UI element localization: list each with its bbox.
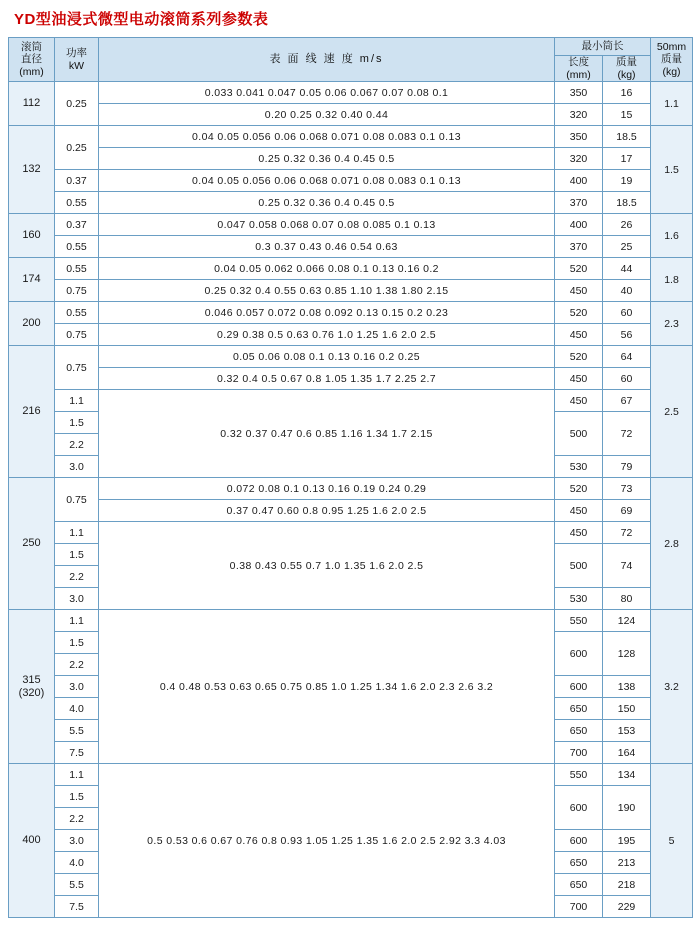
cell-length: 350 <box>555 82 603 104</box>
cell-length: 520 <box>555 346 603 368</box>
cell-mass: 150 <box>603 698 651 720</box>
cell-50mm-mass: 2.8 <box>651 478 693 610</box>
cell-length: 600 <box>555 632 603 676</box>
cell-power: 1.5 <box>55 786 99 808</box>
cell-power: 0.75 <box>55 324 99 346</box>
cell-length: 650 <box>555 852 603 874</box>
cell-surface-speed: 0.4 0.48 0.53 0.63 0.65 0.75 0.85 1.0 1.25 1.34 1.6 2.0 2.3 2.6 3.2 <box>99 610 555 764</box>
cell-surface-speed: 0.04 0.05 0.056 0.06 0.068 0.071 0.08 0.083 0.1 0.13 <box>99 126 555 148</box>
table-row <box>9 478 693 500</box>
diameter-line: 315 <box>22 673 41 686</box>
cell-power: 4.0 <box>55 852 99 874</box>
cell-power: 0.55 <box>55 192 99 214</box>
cell-length: 320 <box>555 104 603 126</box>
cell-length: 700 <box>555 742 603 764</box>
cell-mass: 19 <box>603 170 651 192</box>
cell-diameter: 160 <box>9 214 55 258</box>
table-row <box>9 258 693 280</box>
cell-mass: 134 <box>603 764 651 786</box>
cell-power: 1.1 <box>55 610 99 632</box>
cell-diameter: 132 <box>9 126 55 214</box>
cell-surface-speed: 0.046 0.057 0.072 0.08 0.092 0.13 0.15 0.2 0.23 <box>99 302 555 324</box>
cell-length: 370 <box>555 236 603 258</box>
cell-power: 0.55 <box>55 302 99 324</box>
cell-length: 450 <box>555 500 603 522</box>
table-row <box>9 148 693 170</box>
cell-power: 0.37 <box>55 214 99 236</box>
cell-diameter: 400 <box>9 764 55 918</box>
cell-surface-speed: 0.38 0.43 0.55 0.7 1.0 1.35 1.6 2.0 2.5 <box>99 522 555 610</box>
table-row <box>9 500 693 522</box>
table-row <box>9 236 693 258</box>
cell-length: 650 <box>555 698 603 720</box>
cell-50mm-mass: 1.1 <box>651 82 693 126</box>
table-row <box>9 764 693 786</box>
cell-power: 3.0 <box>55 830 99 852</box>
table-row <box>9 368 693 390</box>
cell-length: 450 <box>555 280 603 302</box>
cell-power: 0.25 <box>55 82 99 126</box>
cell-length: 450 <box>555 324 603 346</box>
cell-diameter: 216 <box>9 346 55 478</box>
cell-length: 370 <box>555 192 603 214</box>
cell-power: 0.55 <box>55 258 99 280</box>
cell-mass: 79 <box>603 456 651 478</box>
cell-length: 700 <box>555 896 603 918</box>
cell-length: 520 <box>555 478 603 500</box>
cell-mass: 18.5 <box>603 126 651 148</box>
col-header-speed: 表 面 线 速 度 m/s <box>99 38 555 82</box>
col-header-length: 长度 (mm) <box>555 56 603 82</box>
cell-length: 530 <box>555 588 603 610</box>
cell-mass: 153 <box>603 720 651 742</box>
cell-surface-speed: 0.25 0.32 0.36 0.4 0.45 0.5 <box>99 148 555 170</box>
cell-surface-speed: 0.047 0.058 0.068 0.07 0.08 0.085 0.1 0.13 <box>99 214 555 236</box>
cell-length: 550 <box>555 610 603 632</box>
table-row <box>9 214 693 236</box>
cell-length: 450 <box>555 522 603 544</box>
table-row <box>9 126 693 148</box>
cell-surface-speed: 0.32 0.4 0.5 0.67 0.8 1.05 1.35 1.7 2.25 2.7 <box>99 368 555 390</box>
cell-50mm-mass: 2.3 <box>651 302 693 346</box>
cell-diameter: 174 <box>9 258 55 302</box>
col-header-50mm-mass: 50mm 质量 (kg) <box>651 38 693 82</box>
cell-mass: 25 <box>603 236 651 258</box>
cell-power: 2.2 <box>55 434 99 456</box>
cell-mass: 218 <box>603 874 651 896</box>
spec-table <box>8 37 693 918</box>
col-header-mass: 质量 (kg) <box>603 56 651 82</box>
col-header-min-barrel: 最小筒长 <box>555 38 651 56</box>
cell-power: 7.5 <box>55 742 99 764</box>
table-row <box>9 82 693 104</box>
cell-mass: 74 <box>603 544 651 588</box>
cell-length: 600 <box>555 676 603 698</box>
cell-surface-speed: 0.25 0.32 0.36 0.4 0.45 0.5 <box>99 192 555 214</box>
cell-mass: 15 <box>603 104 651 126</box>
cell-50mm-mass: 1.6 <box>651 214 693 258</box>
cell-50mm-mass: 2.5 <box>651 346 693 478</box>
cell-power: 4.0 <box>55 698 99 720</box>
cell-50mm-mass: 3.2 <box>651 610 693 764</box>
cell-surface-speed: 0.072 0.08 0.1 0.13 0.16 0.19 0.24 0.29 <box>99 478 555 500</box>
cell-mass: 124 <box>603 610 651 632</box>
cell-mass: 213 <box>603 852 651 874</box>
cell-mass: 190 <box>603 786 651 830</box>
cell-length: 450 <box>555 390 603 412</box>
cell-length: 350 <box>555 126 603 148</box>
cell-mass: 195 <box>603 830 651 852</box>
table-head <box>9 38 693 82</box>
table-row <box>9 170 693 192</box>
cell-power: 1.5 <box>55 544 99 566</box>
cell-power: 1.1 <box>55 390 99 412</box>
cell-length: 320 <box>555 148 603 170</box>
table-row <box>9 390 693 412</box>
cell-mass: 60 <box>603 368 651 390</box>
cell-surface-speed: 0.32 0.37 0.47 0.6 0.85 1.16 1.34 1.7 2.15 <box>99 390 555 478</box>
cell-diameter: 112 <box>9 82 55 126</box>
cell-mass: 138 <box>603 676 651 698</box>
cell-mass: 72 <box>603 412 651 456</box>
cell-length: 600 <box>555 786 603 830</box>
cell-power: 2.2 <box>55 654 99 676</box>
cell-power: 0.55 <box>55 236 99 258</box>
cell-surface-speed: 0.04 0.05 0.062 0.066 0.08 0.1 0.13 0.16 0.2 <box>99 258 555 280</box>
cell-50mm-mass: 1.8 <box>651 258 693 302</box>
cell-mass: 17 <box>603 148 651 170</box>
cell-mass: 229 <box>603 896 651 918</box>
cell-power: 2.2 <box>55 808 99 830</box>
cell-mass: 40 <box>603 280 651 302</box>
cell-length: 400 <box>555 170 603 192</box>
cell-power: 2.2 <box>55 566 99 588</box>
cell-mass: 16 <box>603 82 651 104</box>
cell-power: 1.5 <box>55 632 99 654</box>
cell-mass: 64 <box>603 346 651 368</box>
cell-power: 0.25 <box>55 126 99 170</box>
cell-mass: 72 <box>603 522 651 544</box>
table-row <box>9 302 693 324</box>
cell-length: 450 <box>555 368 603 390</box>
cell-mass: 69 <box>603 500 651 522</box>
cell-power: 1.5 <box>55 412 99 434</box>
cell-length: 500 <box>555 412 603 456</box>
cell-power: 3.0 <box>55 588 99 610</box>
cell-mass: 73 <box>603 478 651 500</box>
cell-surface-speed: 0.37 0.47 0.60 0.8 0.95 1.25 1.6 2.0 2.5 <box>99 500 555 522</box>
cell-mass: 44 <box>603 258 651 280</box>
cell-power: 1.1 <box>55 522 99 544</box>
cell-length: 550 <box>555 764 603 786</box>
cell-mass: 18.5 <box>603 192 651 214</box>
cell-surface-speed: 0.20 0.25 0.32 0.40 0.44 <box>99 104 555 126</box>
cell-length: 520 <box>555 258 603 280</box>
cell-power: 3.0 <box>55 456 99 478</box>
page-title: YD型油浸式微型电动滚筒系列参数表 <box>14 11 269 28</box>
cell-power: 5.5 <box>55 874 99 896</box>
cell-length: 530 <box>555 456 603 478</box>
cell-length: 500 <box>555 544 603 588</box>
diameter-line: (320) <box>18 686 45 699</box>
cell-surface-speed: 0.033 0.041 0.047 0.05 0.06 0.067 0.07 0.08 0.1 <box>99 82 555 104</box>
cell-power: 5.5 <box>55 720 99 742</box>
cell-power: 7.5 <box>55 896 99 918</box>
cell-power: 0.75 <box>55 346 99 390</box>
cell-mass: 80 <box>603 588 651 610</box>
cell-length: 650 <box>555 720 603 742</box>
cell-mass: 164 <box>603 742 651 764</box>
table-row <box>9 192 693 214</box>
cell-power: 0.75 <box>55 280 99 302</box>
cell-surface-speed: 0.29 0.38 0.5 0.63 0.76 1.0 1.25 1.6 2.0 2.5 <box>99 324 555 346</box>
table-row <box>9 324 693 346</box>
cell-surface-speed: 0.25 0.32 0.4 0.55 0.63 0.85 1.10 1.38 1.80 2.15 <box>99 280 555 302</box>
cell-power: 0.75 <box>55 478 99 522</box>
cell-length: 520 <box>555 302 603 324</box>
cell-50mm-mass: 5 <box>651 764 693 918</box>
cell-surface-speed: 0.5 0.53 0.6 0.67 0.76 0.8 0.93 1.05 1.25 1.35 1.6 2.0 2.5 2.92 3.3 4.03 <box>99 764 555 918</box>
cell-length: 600 <box>555 830 603 852</box>
cell-50mm-mass: 1.5 <box>651 126 693 214</box>
table-row <box>9 610 693 632</box>
cell-length: 400 <box>555 214 603 236</box>
cell-diameter <box>9 610 55 764</box>
cell-power: 3.0 <box>55 676 99 698</box>
table-row <box>9 346 693 368</box>
cell-power: 1.1 <box>55 764 99 786</box>
cell-diameter: 200 <box>9 302 55 346</box>
cell-surface-speed: 0.3 0.37 0.43 0.46 0.54 0.63 <box>99 236 555 258</box>
cell-surface-speed: 0.05 0.06 0.08 0.1 0.13 0.16 0.2 0.25 <box>99 346 555 368</box>
cell-mass: 67 <box>603 390 651 412</box>
cell-diameter: 250 <box>9 478 55 610</box>
table-row <box>9 280 693 302</box>
header-row-top <box>9 38 693 56</box>
cell-mass: 60 <box>603 302 651 324</box>
col-header-power: 功率 kW <box>55 38 99 82</box>
table-row <box>9 522 693 544</box>
table-row <box>9 104 693 126</box>
cell-surface-speed: 0.04 0.05 0.056 0.06 0.068 0.071 0.08 0.083 0.1 0.13 <box>99 170 555 192</box>
table-body <box>9 82 693 918</box>
cell-power: 0.37 <box>55 170 99 192</box>
col-header-diameter: 滚筒 直径 (mm) <box>9 38 55 82</box>
cell-mass: 26 <box>603 214 651 236</box>
cell-length: 650 <box>555 874 603 896</box>
cell-mass: 56 <box>603 324 651 346</box>
cell-mass: 128 <box>603 632 651 676</box>
